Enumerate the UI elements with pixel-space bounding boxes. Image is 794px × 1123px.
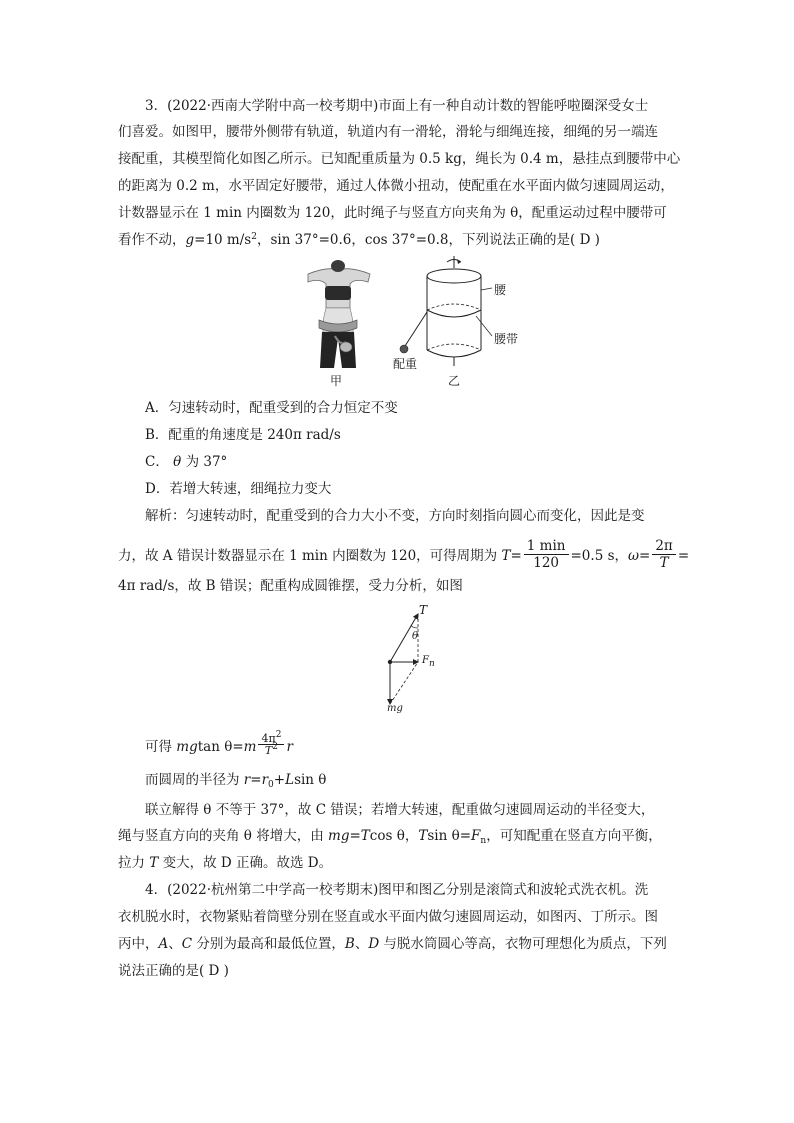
solution-line-7: 绳与竖直方向的夹角 θ 将增大，由 mg=Tcos θ，Tsin $\theta=F_n$，可知配重在竖直方向平衡， <box>118 828 662 846</box>
solution-line-5: 而圆周的半径为 $r=r_0+Lsin$ θ <box>145 772 327 790</box>
force-label-mg: mg <box>387 703 403 714</box>
option-a: A．匀速转动时，配重受到的合力恒定不变 <box>145 400 398 416</box>
q4-line-2: 衣机脱水时，衣物紧贴着筒壁分别在竖直或水平面内做匀速圆周运动，如图丙、丁所示。图 <box>118 909 658 925</box>
force-label-fn: $F_n$ <box>422 655 435 669</box>
force-label-tension: T <box>419 603 428 617</box>
q4-line-1: 4．(2022·杭州第二中学高一校考期末)图甲和图乙分别是滚筒式和波轮式洗衣机。洗 <box>145 882 649 898</box>
q3-line-3: 接配重，其模型简化如图乙所示。已知配重质量为 0.5 kg，绳长为 0.4 m，悬挂点到腰带中心 <box>118 151 681 167</box>
q4-line-4: 说法正确的是( D ) <box>118 963 229 979</box>
q4-line-3: 丙中，A、C 分别为最高和最低位置，B、D 与脱水筒圆心等高，衣物可理想化为质点，下列 <box>118 936 667 952</box>
q3-line-5: 计数器显示在 1 min 内圈数为 120，此时绳子与竖直方向夹角为 θ，配重运动过程中腰带可 <box>118 205 667 221</box>
fraction-period: $\frac{1 \min}{120}$ <box>524 538 569 571</box>
option-b: B．配重的角速度是 240π rad/s <box>145 427 341 443</box>
solution-line-8: 拉力 T 变大，故 D 正确。故选 D。 <box>118 855 333 871</box>
force-label-theta: θ <box>412 631 419 642</box>
figure-jia-label: 甲 <box>330 374 343 388</box>
figure-yi-label: 乙 <box>448 374 461 388</box>
fraction-centripetal: $\frac{4\pi^2}{T^2}$ <box>258 733 284 756</box>
option-c: C． θ 为 37° <box>145 454 228 470</box>
force-diagram <box>372 600 452 720</box>
q3-line-6: 看作不动，g=10 $m/s^2$，sin 37°=0.6，cos 37°=0.8，下列说法正确的是( D ) <box>118 232 600 248</box>
solution-line-2: 力，故 A 错误计数器显示在 1 min 内圈数为 120，可得周期为 T= $\frac{1 \min}{120}$ =0.5 s，ω= $\frac{2\pi}{T}$ = <box>118 538 690 571</box>
figure-yi-label-weight: 配重 <box>393 357 418 371</box>
fraction-omega: $\frac{2\pi}{T}$ <box>652 538 675 571</box>
q3-line-4: 的距离为 0.2 m，水平固定好腰带，通过人体微小扭动，使配重在水平面内做匀速圆周运动， <box>118 178 674 194</box>
solution-line-6: 联立解得 θ 不等于 37°，故 C 错误；若增大转速，配重做匀速圆周运动的半径变大， <box>145 802 655 818</box>
q3-line-2: 们喜爱。如图甲，腰带外侧带有轨道，轨道内有一滑轮，滑轮与细绳连接，细绳的另一端连 <box>118 124 658 140</box>
figure-yi-label-belt: 腰带 <box>494 332 519 346</box>
solution-line-3: 4π rad/s，故 B 错误；配重构成圆锥摆，受力分析，如图 <box>118 578 463 594</box>
q3-line-1: 3．(2022·西南大学附中高一校考期中)市面上有一种自动计数的智能呼啦圈深受女士 <box>145 98 649 114</box>
option-d: D．若增大转速，细绳拉力变大 <box>145 481 332 497</box>
figure-jia-woman <box>298 258 378 370</box>
figure-yi-label-waist: 腰 <box>494 283 507 297</box>
solution-line-1: 解析：匀速转动时，配重受到的合力大小不变，方向时刻指向圆心而变化，因此是变 <box>145 508 645 524</box>
solution-line-4: 可得 mgtan θ=m $\frac{4\pi^2}{T^2}$ r <box>145 730 293 757</box>
